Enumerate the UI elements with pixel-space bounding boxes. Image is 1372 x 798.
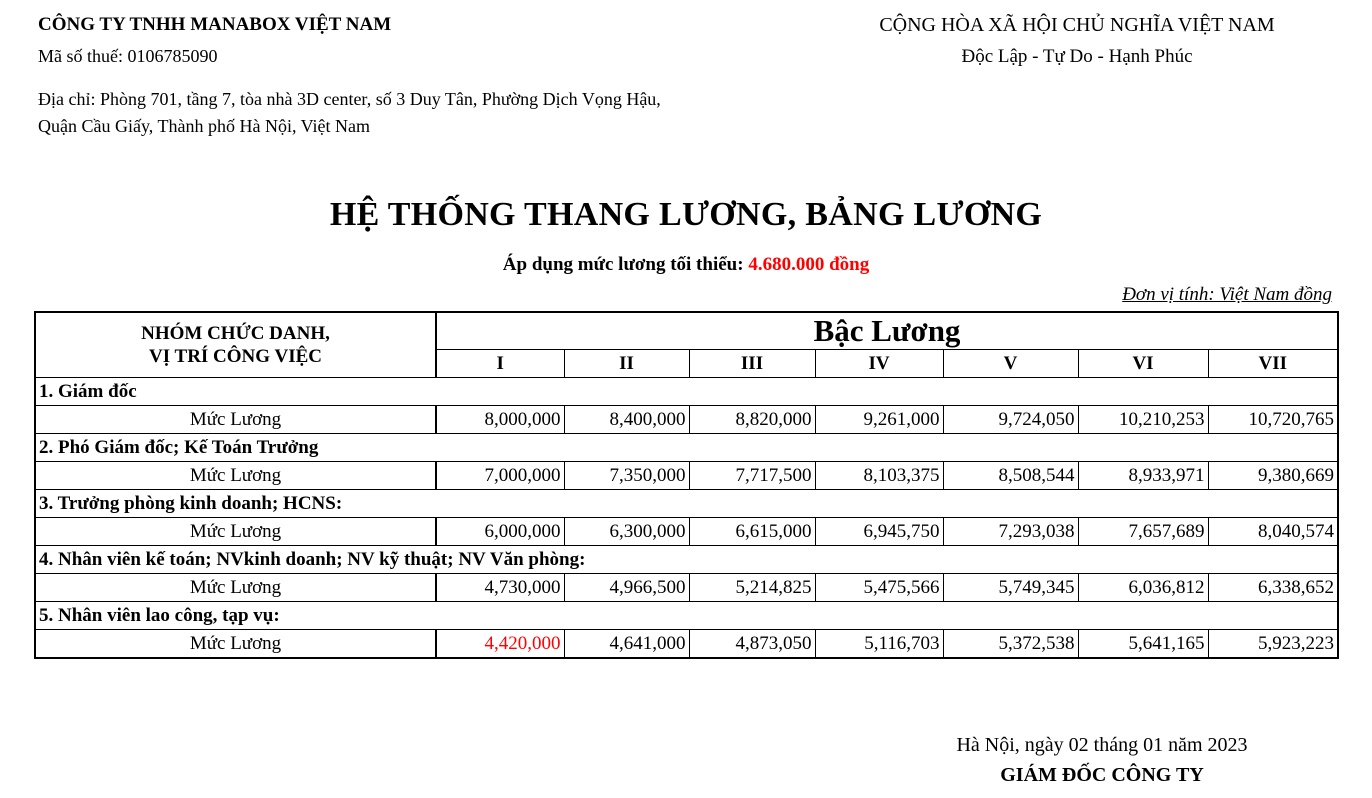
nation-header: CỘNG HÒA XÃ HỘI CHỦ NGHĨA VIỆT NAM (879, 14, 1275, 36)
salary-value: 4,966,500 (564, 574, 689, 602)
salary-value: 4,420,000 (436, 630, 564, 659)
salary-value: 5,116,703 (815, 630, 943, 659)
address-line-2: Quận Cầu Giấy, Thành phố Hà Nội, Việt Nam (38, 116, 371, 136)
salary-value: 8,040,574 (1208, 518, 1338, 546)
signatory-title: GIÁM ĐỐC CÔNG TY (1000, 764, 1204, 786)
salary-row-label: Mức Lương (35, 406, 436, 434)
level-header-5: V (943, 350, 1078, 378)
group-row (35, 378, 1338, 406)
nation-motto: Độc Lập - Tự Do - Hạnh Phúc (961, 46, 1193, 67)
company-name: CÔNG TY TNHH MANABOX VIỆT NAM (38, 14, 392, 35)
salary-value: 5,372,538 (943, 630, 1078, 659)
salary-row (35, 406, 1338, 434)
group-name: 4. Nhân viên kế toán; NVkinh doanh; NV kỹ thuật; NV Văn phòng: (35, 546, 1338, 574)
group-row (35, 546, 1338, 574)
level-header-2: II (564, 350, 689, 378)
salary-row (35, 630, 1338, 659)
salary-value: 8,508,544 (943, 462, 1078, 490)
salary-grade-header: Bậc Lương (436, 312, 1338, 350)
position-group-header-line2: VỊ TRÍ CÔNG VIỆC (149, 346, 322, 367)
salary-value: 10,210,253 (1078, 406, 1208, 434)
salary-value: 9,380,669 (1208, 462, 1338, 490)
salary-value: 5,641,165 (1078, 630, 1208, 659)
salary-value: 4,873,050 (689, 630, 815, 659)
group-name: 5. Nhân viên lao công, tạp vụ: (35, 602, 1338, 630)
group-name: 3. Trưởng phòng kinh doanh; HCNS: (35, 490, 1338, 518)
level-header-6: VI (1078, 350, 1208, 378)
salary-value: 9,724,050 (943, 406, 1078, 434)
salary-row (35, 518, 1338, 546)
salary-value: 8,933,971 (1078, 462, 1208, 490)
salary-value: 5,214,825 (689, 574, 815, 602)
salary-value: 7,717,500 (689, 462, 815, 490)
document-title: HỆ THỐNG THANG LƯƠNG, BẢNG LƯƠNG (329, 196, 1043, 233)
salary-row-label: Mức Lương (35, 574, 436, 602)
salary-value: 4,641,000 (564, 630, 689, 659)
address-line-1: Địa chỉ: Phòng 701, tầng 7, tòa nhà 3D center, số 3 Duy Tân, Phường Dịch Vọng Hậu, (38, 89, 661, 109)
tax-code: Mã số thuế: 0106785090 (38, 46, 218, 66)
level-header-1: I (436, 350, 564, 378)
group-name: 1. Giám đốc (35, 378, 1338, 406)
salary-row (35, 574, 1338, 602)
salary-value: 6,615,000 (689, 518, 815, 546)
salary-value: 9,261,000 (815, 406, 943, 434)
salary-value: 7,350,000 (564, 462, 689, 490)
group-name: 2. Phó Giám đốc; Kế Toán Trưởng (35, 434, 1338, 462)
salary-value: 10,720,765 (1208, 406, 1338, 434)
salary-row (35, 462, 1338, 490)
minimum-wage-line (0, 254, 1372, 276)
salary-value: 8,000,000 (436, 406, 564, 434)
level-header-3: III (689, 350, 815, 378)
salary-value: 6,036,812 (1078, 574, 1208, 602)
salary-value: 8,820,000 (689, 406, 815, 434)
position-group-header-line1: NHÓM CHỨC DANH, (141, 323, 330, 344)
position-group-header (35, 312, 436, 378)
salary-value: 5,923,223 (1208, 630, 1338, 659)
group-row (35, 434, 1338, 462)
salary-value: 8,400,000 (564, 406, 689, 434)
salary-row-label: Mức Lương (35, 462, 436, 490)
salary-row-label: Mức Lương (35, 518, 436, 546)
level-header-4: IV (815, 350, 943, 378)
salary-value: 5,749,345 (943, 574, 1078, 602)
currency-unit-note: Đơn vị tính: Việt Nam đồng (1122, 284, 1332, 305)
salary-value: 8,103,375 (815, 462, 943, 490)
salary-value: 5,475,566 (815, 574, 943, 602)
salary-value: 6,000,000 (436, 518, 564, 546)
minimum-wage-amount: 4.680.000 đồng (748, 254, 870, 275)
signature-date: Hà Nội, ngày 02 tháng 01 năm 2023 (956, 734, 1248, 756)
salary-value: 6,945,750 (815, 518, 943, 546)
group-row (35, 490, 1338, 518)
salary-value: 7,657,689 (1078, 518, 1208, 546)
salary-scale-table (34, 311, 1339, 659)
salary-value: 6,300,000 (564, 518, 689, 546)
salary-value: 7,293,038 (943, 518, 1078, 546)
salary-value: 4,730,000 (436, 574, 564, 602)
minimum-wage-label: Áp dụng mức lương tối thiểu: (502, 254, 749, 275)
salary-value: 6,338,652 (1208, 574, 1338, 602)
level-header-7: VII (1208, 350, 1338, 378)
salary-value: 7,000,000 (436, 462, 564, 490)
group-row (35, 602, 1338, 630)
salary-row-label: Mức Lương (35, 630, 436, 659)
